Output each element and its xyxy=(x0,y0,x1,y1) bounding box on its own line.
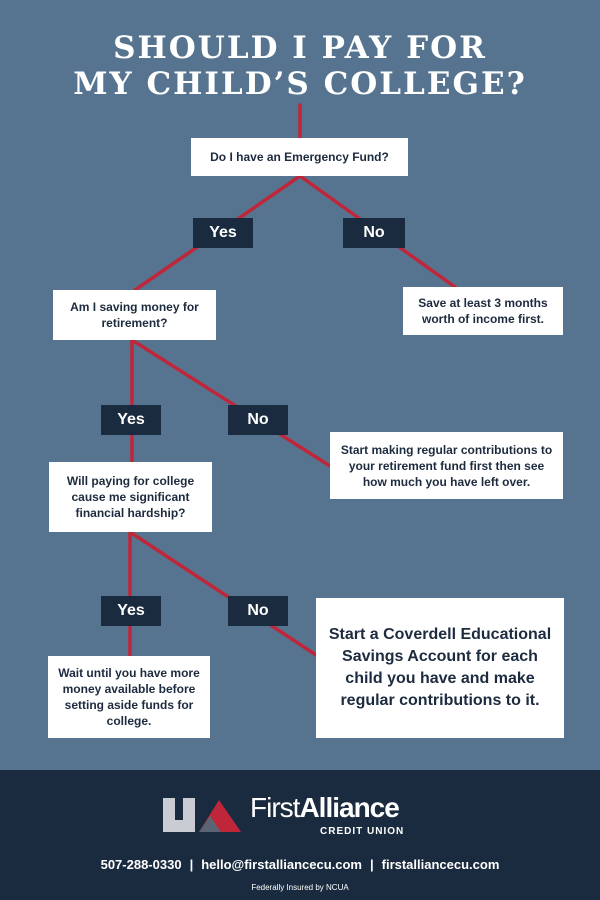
question-financial-hardship: Will paying for college cause me significant financial hardship? xyxy=(49,462,212,532)
answer-save-income: Save at least 3 months worth of income first. xyxy=(403,287,563,335)
website-link[interactable]: firstalliancecu.com xyxy=(381,857,500,872)
answer-coverdell: Start a Coverdell Educational Savings Account for each child you have and make regular contributions to it. xyxy=(316,598,564,738)
title-line-1: SHOULD I PAY FOR xyxy=(113,30,487,66)
label-hardship-no: No xyxy=(228,596,288,626)
question-emergency-fund: Do I have an Emergency Fund? xyxy=(191,138,408,176)
ncua-notice: Federally Insured by NCUA xyxy=(251,883,349,892)
brand-alliance: Alliance xyxy=(299,792,399,823)
phone-number[interactable]: 507-288-0330 xyxy=(100,857,182,872)
title-line-2: MY CHILD’S COLLEGE? xyxy=(73,66,527,102)
brand-name xyxy=(250,792,399,824)
question-retirement: Am I saving money for retirement? xyxy=(53,290,216,340)
email-link[interactable]: hello@firstalliancecu.com xyxy=(201,857,362,872)
footer xyxy=(0,770,600,900)
contact-info xyxy=(0,857,600,872)
separator: | xyxy=(189,857,194,872)
connector-q3-no xyxy=(130,532,316,655)
label-emergency-no: No xyxy=(343,218,405,248)
answer-retirement-contributions: Start making regular contributions to your retirement fund first then see how much you have left over. xyxy=(330,432,563,499)
first-alliance-logo xyxy=(163,794,245,832)
label-retirement-yes: Yes xyxy=(101,405,161,435)
separator: | xyxy=(369,857,374,872)
connector-q2-no xyxy=(132,340,330,466)
brand-first: First xyxy=(250,792,300,823)
label-emergency-yes: Yes xyxy=(193,218,253,248)
brand-subtitle: CREDIT UNION xyxy=(320,826,405,837)
answer-wait: Wait until you have more money available before setting aside funds for college. xyxy=(48,656,210,738)
label-hardship-yes: Yes xyxy=(101,596,161,626)
label-retirement-no: No xyxy=(228,405,288,435)
